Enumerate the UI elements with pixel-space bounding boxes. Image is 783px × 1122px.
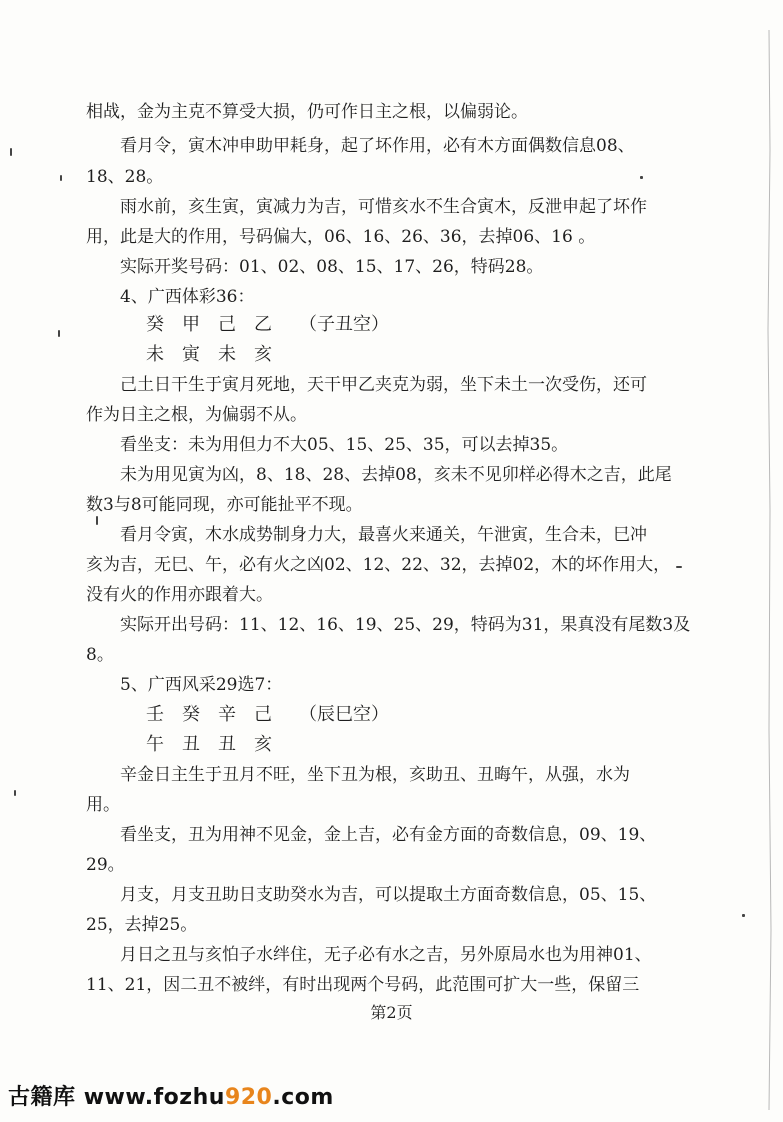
earthly-branches-row: 未 寅 未 亥 [146,344,272,365]
text-line: 未为用见寅为凶，8、18、28、去掉08，亥未不见卯样必得木之吉，此尾 [120,465,672,485]
text-line: 亥为吉，无巳、午，必有火之凶02、12、22、32，去掉02，木的坏作用大， [86,555,671,575]
text-line: 看坐支，丑为用神不见金，金上吉，必有金方面的奇数信息，09、19、 [120,825,657,845]
text-line: 作为日主之根，为偏弱不从。 [86,405,307,425]
watermark-url-prefix: www.fozhu [83,1085,225,1110]
text-line: 数3与8可能同现，亦可能扯平不现。 [86,495,363,515]
text-line: 看月令，寅木冲申助甲耗身，起了坏作用，必有木方面偶数信息08、 [120,136,635,156]
scan-edge-artifact [757,30,775,1110]
text-line: 看坐支：未为用但力不大05、15、25、35，可以去掉35。 [120,435,569,455]
text-line: 辛金日主生于丑月不旺，坐下丑为根，亥助丑、丑晦午，从强，水为 [120,765,630,785]
text-line: 没有火的作用亦跟着大。 [86,585,273,605]
text-line: 18、28。 [86,167,164,187]
site-watermark [8,1084,334,1112]
scan-speck [96,516,98,525]
scan-speck [742,914,745,917]
text-line: 相战，金为主克不算受大损，仍可作日主之根，以偏弱论。 [86,102,528,122]
text-line: 己土日干生于寅月死地，天干甲乙夹克为弱，坐下未土一次受伤，还可 [120,375,647,395]
text-line: 29。 [86,855,125,875]
text-line: 月支，月支丑助日支助癸水为吉，可以提取土方面奇数信息，05、15、 [120,885,657,905]
scan-speck [10,148,12,156]
text-line: 实际开出号码：11、12、16、19、25、29，特码为31，果真没有尾数3及 [120,615,691,635]
text-line: 25，去掉25。 [86,915,198,935]
earthly-branches-row: 午 丑 丑 亥 [146,734,272,755]
text-line: 11、21，因二丑不被绊，有时出现两个号码，此范围可扩大一些，保留三 [86,975,640,995]
text-line: 月日之丑与亥怕子水绊住，无子必有水之吉，另外原局水也为用神01、 [120,945,652,965]
text-line: 8。 [86,645,114,665]
scan-speck [640,176,643,179]
text-line: 实际开奖号码：01、02、08、15、17、26，特码28。 [120,257,544,277]
section-heading: 4、广西体彩36： [120,287,255,307]
text-line: 雨水前，亥生寅，寅减力为吉，可惜亥水不生合寅木，反泄申起了坏作 [120,197,647,217]
heavenly-stems-row: 壬 癸 辛 己 （辰巳空） [146,704,389,725]
watermark-url-suffix: .com [272,1085,334,1110]
scan-speck [58,330,60,337]
scan-speck [14,790,16,796]
text-line: 用，此是大的作用，号码偏大，06、16、26、36，去掉06、16 。 [86,227,596,247]
text-line: 用。 [86,795,120,815]
scan-speck [60,175,62,181]
heavenly-stems-row: 癸 甲 己 乙 （子丑空） [146,314,389,335]
text-line: 看月令寅，木水成势制身力大，最喜火来通关，午泄寅，生合未，巳冲 [120,525,647,545]
scan-speck [676,566,682,568]
section-heading: 5、广西风采29选7： [120,675,283,695]
watermark-brand: 古籍库 [8,1085,76,1110]
page-number: 第2页 [370,1003,413,1022]
watermark-url-number: 920 [224,1085,273,1110]
